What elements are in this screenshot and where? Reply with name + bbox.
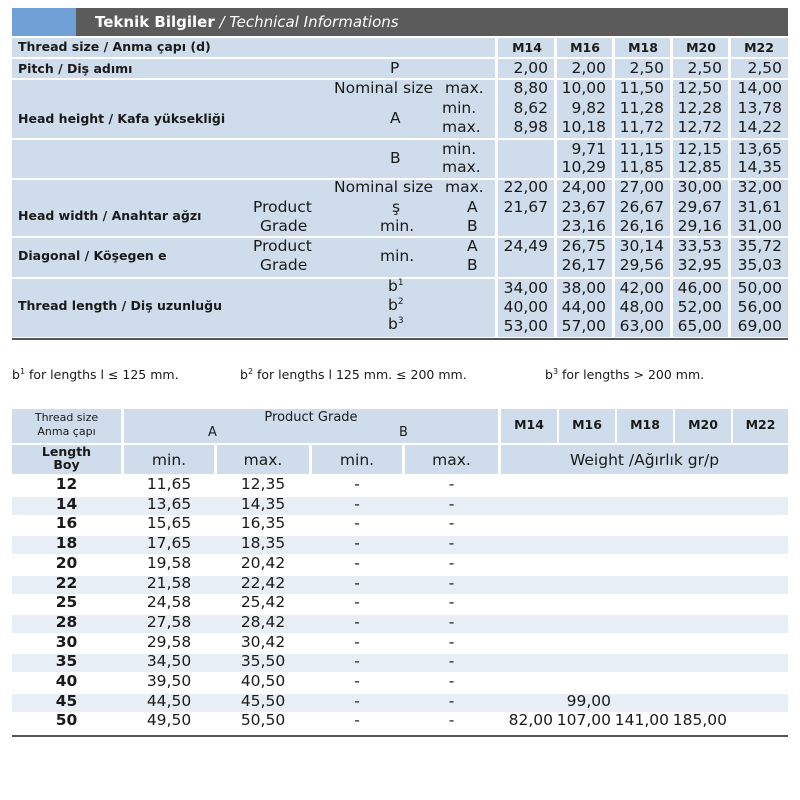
value-cell: 42,00 <box>619 279 664 297</box>
length-cell: 50 <box>55 711 78 730</box>
size-header-m22: M22 <box>744 40 774 55</box>
grade-a-symbol: A <box>467 198 478 216</box>
length-cell: 22 <box>55 573 78 592</box>
tolerance-cell: - <box>354 573 360 592</box>
grade-b-max-header: max. <box>432 451 471 469</box>
grade-a-min-header: min. <box>151 451 187 469</box>
value-cell: 11,50 <box>619 79 664 97</box>
min-label: min. <box>442 140 477 158</box>
tolerance-cell: - <box>448 553 455 572</box>
value-cell: 8,98 <box>513 118 548 136</box>
tolerance-cell: - <box>448 672 455 690</box>
tolerance-cell: - <box>354 691 360 710</box>
thread-size-header: Thread size Anma çapı <box>34 411 99 438</box>
product-grade-header: Product Grade <box>264 410 358 425</box>
tolerance-cell: 34,50 <box>146 652 192 671</box>
product-label: Product <box>253 198 312 216</box>
size-header-m20: M20 <box>686 40 716 55</box>
length-cell: 25 <box>55 593 78 612</box>
value-cell: 2,00 <box>571 59 606 77</box>
tolerance-cell: 19,58 <box>146 553 192 572</box>
tolerance-cell: - <box>448 534 455 553</box>
tolerance-cell: 29,58 <box>146 632 192 651</box>
value-cell: 44,00 <box>561 298 606 316</box>
tolerance-cell: - <box>448 494 455 513</box>
tolerance-cell: - <box>448 593 455 612</box>
length-cell: 28 <box>55 612 78 631</box>
size-header-m14: M14 <box>514 417 544 432</box>
value-cell: 11,72 <box>619 118 664 136</box>
value-cell: 26,16 <box>619 217 664 235</box>
length-cell: 12 <box>55 475 78 493</box>
length-cell: 14 <box>55 494 78 513</box>
value-cell: 50,00 <box>737 279 782 297</box>
value-cell: 12,15 <box>677 140 722 158</box>
value-cell: 2,50 <box>687 59 722 77</box>
tolerance-cell: - <box>354 593 360 612</box>
value-cell: 35,72 <box>737 237 782 255</box>
tolerance-cell: 12,35 <box>240 475 286 493</box>
min-label: min. <box>442 99 477 117</box>
size-header-m18: M18 <box>628 40 658 55</box>
value-cell: 13,65 <box>737 140 782 158</box>
weight-cell: 141,00 <box>614 711 669 730</box>
value-cell: 2,50 <box>629 59 664 77</box>
grade-b-min-header: min. <box>339 451 375 469</box>
value-cell: 13,78 <box>737 99 782 117</box>
value-cell: 2,00 <box>513 59 548 77</box>
value-cell: 69,00 <box>737 317 782 335</box>
value-cell: 12,85 <box>677 158 722 176</box>
tolerance-cell: 35,50 <box>240 652 286 671</box>
value-cell: 26,75 <box>561 237 606 255</box>
b2-symbol: $b^2$ <box>388 296 404 314</box>
weight-cell: 185,00 <box>672 711 727 730</box>
max-label: max. <box>445 79 484 97</box>
tolerance-cell: 45,50 <box>240 691 286 710</box>
length-cell: 18 <box>55 534 78 553</box>
value-cell: 29,16 <box>677 217 722 235</box>
tolerance-cell: 16,35 <box>240 514 286 533</box>
tolerance-cell: - <box>448 573 455 592</box>
tolerance-cell: - <box>354 553 360 572</box>
b1-symbol: $b^1$ <box>388 277 404 295</box>
length-cell: 30 <box>55 632 78 651</box>
tolerance-cell: 13,65 <box>146 494 192 513</box>
tolerance-cell: 15,65 <box>146 514 192 533</box>
size-header-m16: M16 <box>570 40 600 55</box>
footnote-b3: $b^3$ for lengths > 200 mm. <box>545 367 705 383</box>
value-cell: 53,00 <box>503 317 548 335</box>
length-cell: 35 <box>55 652 78 671</box>
value-cell: 65,00 <box>677 317 722 335</box>
thread-size-label: Thread size / Anma çapı (d) <box>18 39 211 54</box>
tolerance-cell: 27,58 <box>146 612 192 631</box>
value-cell: 33,53 <box>677 237 722 255</box>
grade-b-symbol: B <box>390 149 401 167</box>
value-cell: 9,71 <box>571 140 606 158</box>
section-title-turkish: Teknik Bilgiler <box>95 13 215 31</box>
value-cell: 23,67 <box>561 198 606 216</box>
grade-a-header: A <box>208 425 217 440</box>
head-height-label: Head height / Kafa yüksekliği <box>18 111 226 126</box>
value-cell: 9,82 <box>571 99 606 117</box>
tolerance-cell: 44,50 <box>146 691 192 710</box>
tolerance-cell: 25,42 <box>240 593 286 612</box>
value-cell: 24,00 <box>561 178 606 196</box>
length-cell: 40 <box>55 672 78 690</box>
value-cell: 10,18 <box>561 118 606 136</box>
tolerance-cell: - <box>448 514 455 533</box>
tolerance-cell: 49,50 <box>146 711 192 730</box>
value-cell: 26,67 <box>619 198 664 216</box>
value-cell: 21,67 <box>503 198 548 216</box>
value-cell: 12,72 <box>677 118 722 136</box>
value-cell: 11,15 <box>619 140 664 158</box>
tolerance-cell: 17,65 <box>146 534 192 553</box>
tolerance-cell: 11,65 <box>146 475 192 493</box>
tolerance-cell: 20,42 <box>240 553 286 572</box>
value-cell: 14,00 <box>737 79 782 97</box>
value-cell: 12,50 <box>677 79 722 97</box>
length-header: Length Boy <box>41 444 92 472</box>
tolerance-cell: - <box>354 672 360 690</box>
diagonal-label: Diagonal / Köşegen e <box>18 248 167 263</box>
tolerance-cell: - <box>354 652 360 671</box>
footnote-b2: $b^2$ for lengths l 125 mm. ≤ 200 mm. <box>240 367 467 383</box>
value-cell: 10,29 <box>561 158 606 176</box>
size-header-m18: M18 <box>630 417 660 432</box>
table-bottom-rule <box>12 338 788 340</box>
tolerance-cell: 40,50 <box>240 672 286 690</box>
size-header-m14: M14 <box>512 40 542 55</box>
value-cell: 57,00 <box>561 317 606 335</box>
tolerance-cell: - <box>354 514 360 533</box>
value-cell: 2,50 <box>747 59 782 77</box>
value-cell: 8,62 <box>513 99 548 117</box>
value-cell: 30,14 <box>619 237 664 255</box>
table-bottom-rule <box>12 735 788 737</box>
grade-b-header: B <box>399 425 408 440</box>
value-cell: 40,00 <box>503 298 548 316</box>
tolerance-cell: - <box>354 612 360 631</box>
length-cell: 16 <box>55 514 78 533</box>
tolerance-cell: - <box>448 652 455 671</box>
weight-cell: 82,00 <box>508 711 553 730</box>
section-title-english: / Technical Informations <box>219 13 399 31</box>
tolerance-cell: - <box>448 691 455 710</box>
tolerance-cell: - <box>354 475 360 493</box>
value-cell: 38,00 <box>561 279 606 297</box>
tolerance-cell: 39,50 <box>146 672 192 690</box>
value-cell: 31,61 <box>737 198 782 216</box>
grade-label: Grade <box>260 256 308 274</box>
value-cell: 56,00 <box>737 298 782 316</box>
tolerance-cell: - <box>354 632 360 651</box>
weight-header: Weight /Ağırlık gr/p <box>569 451 720 469</box>
value-cell: 35,03 <box>737 256 782 274</box>
value-cell: 52,00 <box>677 298 722 316</box>
value-cell: 46,00 <box>677 279 722 297</box>
value-cell: 29,56 <box>619 256 664 274</box>
b3-symbol: $b^3$ <box>388 315 404 333</box>
header-accent-block <box>12 8 76 36</box>
head-width-symbol: ş <box>392 198 401 216</box>
section-title <box>95 8 399 36</box>
length-cell: 45 <box>55 691 78 710</box>
tolerance-cell: 14,35 <box>240 494 286 513</box>
grade-b-symbol: B <box>467 256 478 274</box>
value-cell: 14,35 <box>737 158 782 176</box>
min-label: min. <box>380 217 415 235</box>
tolerance-cell: - <box>448 632 455 651</box>
tolerance-cell: - <box>354 534 360 553</box>
value-cell: 31,00 <box>737 217 782 235</box>
grade-b-symbol: B <box>467 217 478 235</box>
value-cell: 11,28 <box>619 99 664 117</box>
pitch-symbol: P <box>390 59 400 77</box>
value-cell: 10,00 <box>561 79 606 97</box>
value-cell: 29,67 <box>677 198 722 216</box>
max-label: max. <box>445 178 484 196</box>
value-cell: 14,22 <box>737 118 782 136</box>
size-header-m22: M22 <box>745 417 776 432</box>
value-cell: 26,17 <box>561 256 606 274</box>
grade-a-symbol: A <box>390 109 401 127</box>
grade-a-max-header: max. <box>243 451 283 469</box>
grade-a-symbol: A <box>467 237 478 255</box>
tolerance-cell: - <box>448 475 455 493</box>
tolerance-cell: 21,58 <box>146 573 192 592</box>
tolerance-cell: 30,42 <box>240 632 286 651</box>
max-label: max. <box>442 118 481 136</box>
value-cell: 22,00 <box>503 178 548 196</box>
value-cell: 34,00 <box>503 279 548 297</box>
value-cell: 32,00 <box>737 178 782 196</box>
value-cell: 24,49 <box>503 237 548 255</box>
min-label: min. <box>380 247 415 265</box>
tolerance-cell: 22,42 <box>240 573 286 592</box>
footnote-b1: $b^1$ for lengths l ≤ 125 mm. <box>12 367 179 383</box>
value-cell: 23,16 <box>561 217 606 235</box>
value-cell: 32,95 <box>677 256 722 274</box>
tolerance-cell: - <box>354 494 360 513</box>
tolerance-cell: 50,50 <box>240 711 286 730</box>
thread-length-label: Thread length / Diş uzunluğu <box>18 298 223 313</box>
nominal-size-label: Nominal size <box>334 178 434 196</box>
value-cell: 11,85 <box>619 158 664 176</box>
value-cell: 48,00 <box>619 298 664 316</box>
value-cell: 30,00 <box>677 178 722 196</box>
value-cell: 27,00 <box>619 178 664 196</box>
tolerance-cell: - <box>448 711 455 730</box>
weight-cell: 99,00 <box>566 691 611 710</box>
length-cell: 20 <box>55 553 78 572</box>
weight-cell: 107,00 <box>556 711 611 730</box>
max-label: max. <box>442 158 481 176</box>
value-cell: 63,00 <box>619 317 664 335</box>
value-cell: 8,80 <box>513 79 548 97</box>
size-header-m16: M16 <box>572 417 602 432</box>
tolerance-cell: 24,58 <box>146 593 192 612</box>
value-cell: 12,28 <box>677 99 722 117</box>
tolerance-cell: - <box>448 612 455 631</box>
product-label: Product <box>253 237 312 255</box>
grade-label: Grade <box>260 217 308 235</box>
tolerance-cell: 28,42 <box>240 612 286 631</box>
tolerance-cell: 18,35 <box>240 534 286 553</box>
nominal-size-label: Nominal size <box>334 79 434 97</box>
size-header-m20: M20 <box>688 417 718 432</box>
head-width-label: Head width / Anahtar ağzı <box>18 208 202 223</box>
pitch-label: Pitch / Diş adımı <box>18 61 133 76</box>
tolerance-cell: - <box>354 711 360 730</box>
